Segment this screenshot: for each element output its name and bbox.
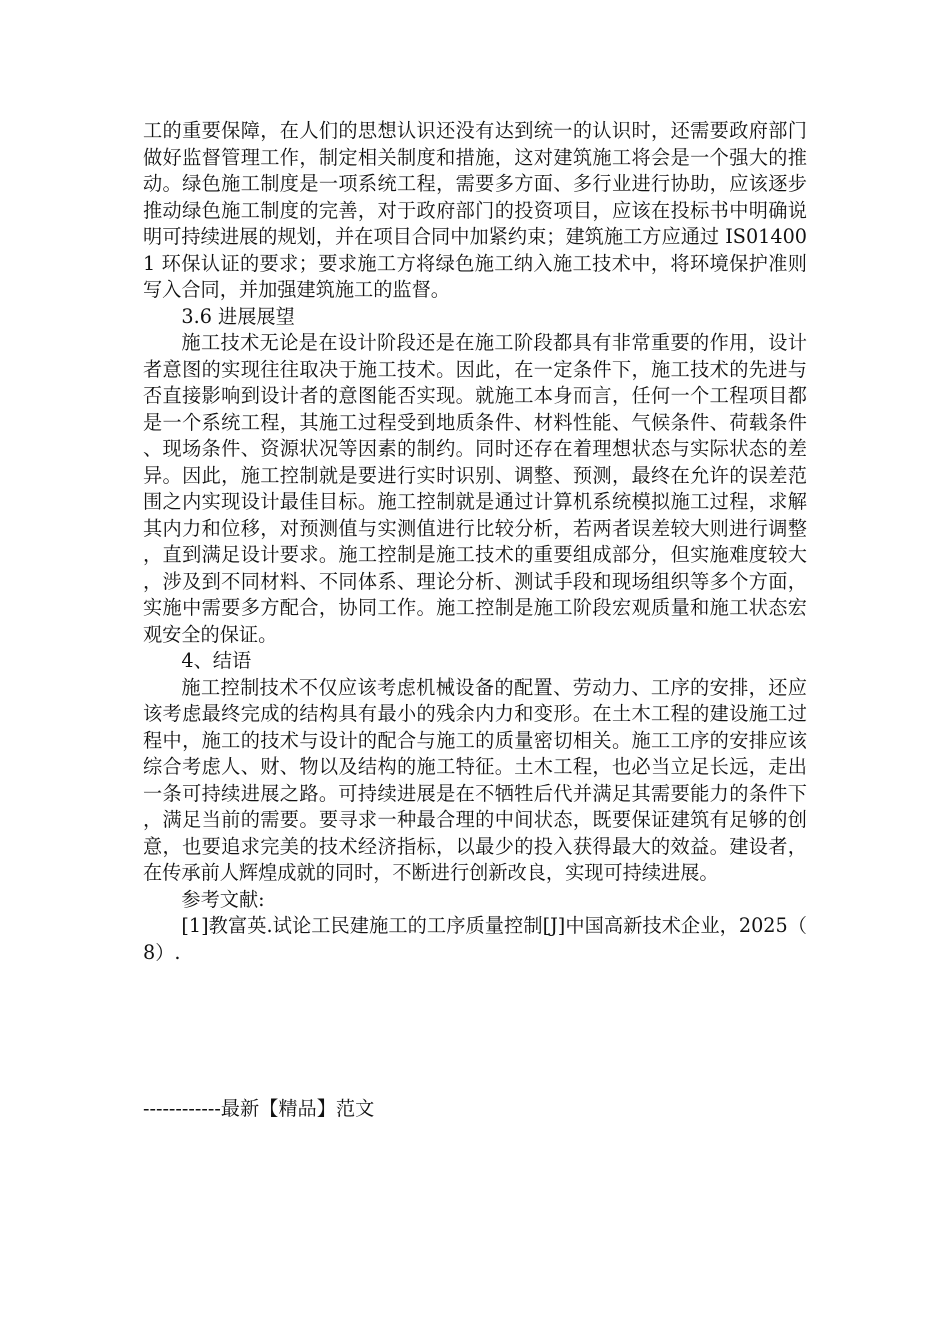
references-heading: 参考文献: [181,887,265,911]
document-body [143,118,807,966]
section-3-6-heading: 3.6 进展展望 [181,304,295,328]
continued-paragraph: 工的重要保障，在人们的思想认识还没有达到统一的认识时，还需要政府部门做好监督管理工作，制定相关制度和措施，这对建筑施工将会是一个强大的推动。绿色施工制度是一项系统工程，需要多方面、多行业进行协助，应该逐步推动绿色施工制度的完善，对于政府部门的投资项目，应该在投标书中明确说明可持续进展的规划，并在项目合同中加紧约束；建筑施工方应通过 IS014001 环保认证的要求；要求施工方将绿色施工纳入施工技术中，将环境保护准则写入合同，并加强建筑施工的监督。 [143,119,807,301]
section-4-paragraph: 施工控制技术不仅应该考虑机械设备的配置、劳动力、工序的安排，还应该考虑最终完成的结构具有最小的残余内力和变形。在土木工程的建设施工过程中，施工的技术与设计的配合与施工的质量密切相关。施工工序的安排应该综合考虑人、财、物以及结构的施工特征。土木工程，也必当立足长远，走出一条可持续进展之路。可持续进展是在不牺牲后代并满足其需要能力的条件下，满足当前的需要。要寻求一种最合理的中间状态，既要保证建筑有足够的创意，也要追求完美的技术经济指标，以最少的投入获得最大的效益。建设者，在传承前人辉煌成就的同时，不断进行创新改良，实现可持续进展。 [143,675,807,884]
footer-banner: ------------最新【精品】范文 [143,1097,375,1120]
reference-item-1: [1]教富英.试论工民建施工的工序质量控制[J]中国高新技术企业，2025（8）. [143,914,807,964]
section-3-6-paragraph: 施工技术无论是在设计阶段还是在施工阶段都具有非常重要的作用，设计者意图的实现往往取决于施工技术。因此，在一定条件下，施工技术的先进与否直接影响到设计者的意图能否实现。就施工本身而言，任何一个工程项目都是一个系统工程，其施工过程受到地质条件、材料性能、气候条件、荷载条件、现场条件、资源状况等因素的制约。同时还存在着理想状态与实际状态的差异。因此，施工控制就是要进行实时识别、调整、预测，最终在允许的误差范围之内实现设计最佳目标。施工控制就是通过计算机系统模拟施工过程，求解其内力和位移，对预测值与实测值进行比较分析，若两者误差较大则进行调整，直到满足设计要求。施工控制是施工技术的重要组成部分，但实施难度较大，涉及到不同材料、不同体系、理论分析、测试手段和现场组织等多个方面，实施中需要多方配合，协同工作。施工控制是施工阶段宏观质量和施工状态宏观安全的保证。 [143,331,807,646]
section-4-heading: 4、结语 [181,649,252,672]
